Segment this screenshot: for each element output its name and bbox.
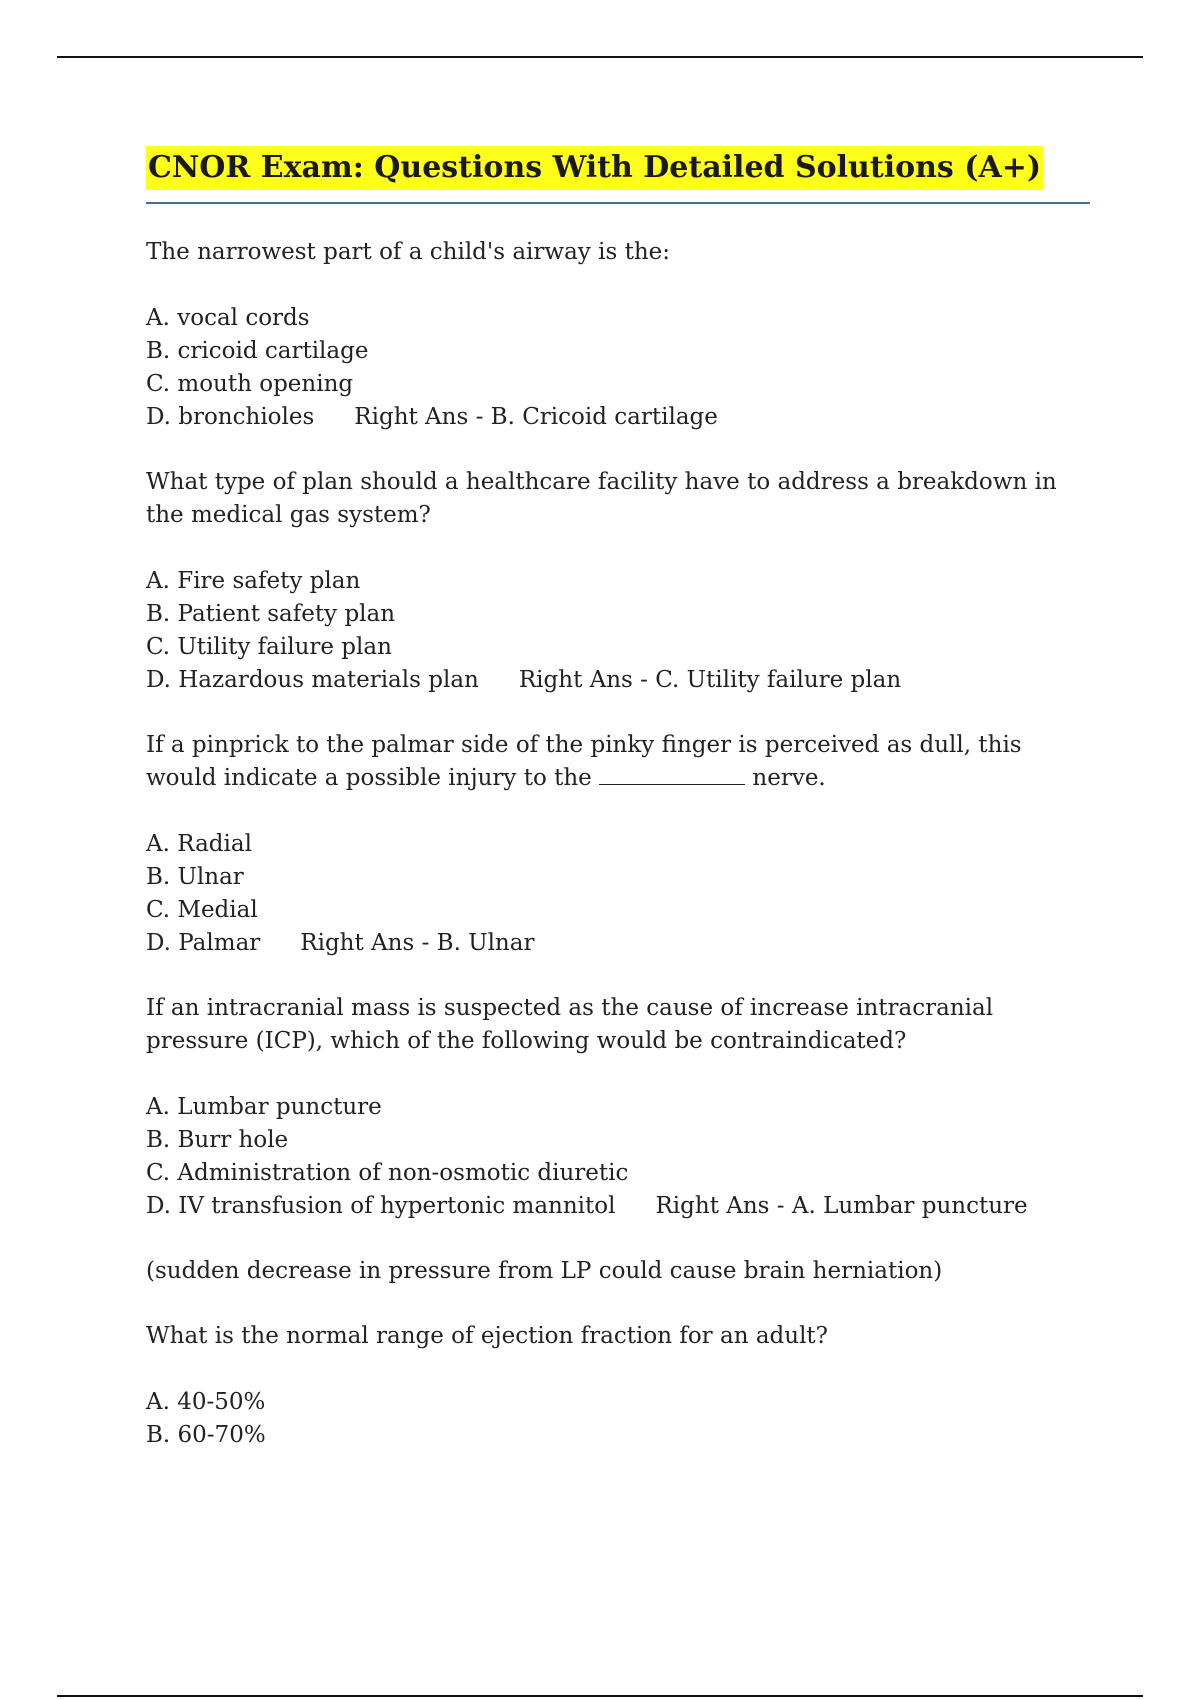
- title-block: [146, 146, 1090, 204]
- option-a: A. Radial: [146, 831, 252, 857]
- option-b: B. Burr hole: [146, 1127, 289, 1153]
- page-content: [146, 146, 1090, 1452]
- option-a: A. 40-50%: [146, 1389, 266, 1415]
- question-4: [146, 992, 1090, 1288]
- option-d: D. IV transfusion of hypertonic mannitol: [146, 1193, 616, 1219]
- right-answer: Right Ans - B. Cricoid cartilage: [354, 404, 718, 430]
- option-a: A. vocal cords: [146, 305, 310, 331]
- top-rule: [57, 56, 1143, 58]
- option-list: [146, 1386, 1090, 1452]
- question-2: [146, 466, 1090, 697]
- option-b: B. 60-70%: [146, 1422, 266, 1448]
- question-text: [146, 729, 1090, 795]
- right-answer: Right Ans - A. Lumbar puncture: [655, 1193, 1028, 1219]
- option-b: B. cricoid cartilage: [146, 338, 369, 364]
- question-5: [146, 1320, 1090, 1452]
- question-1: [146, 236, 1090, 434]
- option-list: [146, 302, 1090, 434]
- right-answer: Right Ans - C. Utility failure plan: [518, 667, 902, 693]
- question-text: What is the normal range of ejection fraction for an adult?: [146, 1323, 829, 1349]
- fill-in-blank: [599, 766, 745, 785]
- question-text: If an intracranial mass is suspected as the cause of increase intracranial pressure (ICP), which of the following would be contraindicated?: [146, 995, 994, 1054]
- option-c: C. mouth opening: [146, 371, 354, 397]
- option-list: [146, 828, 1090, 960]
- bottom-rule: [57, 1695, 1143, 1697]
- right-answer: Right Ans - B. Ulnar: [300, 930, 535, 956]
- option-c: C. Medial: [146, 897, 258, 923]
- option-d: D. Hazardous materials plan: [146, 667, 479, 693]
- option-b: B. Ulnar: [146, 864, 244, 890]
- option-a: A. Fire safety plan: [146, 568, 361, 594]
- option-c: C. Administration of non-osmotic diuretic: [146, 1160, 629, 1186]
- option-list: [146, 1091, 1090, 1223]
- option-d: D. bronchioles: [146, 404, 315, 430]
- option-d: D. Palmar: [146, 930, 261, 956]
- option-d-row: [146, 927, 1090, 960]
- option-d-row: [146, 664, 1090, 697]
- document-title: CNOR Exam: Questions With Detailed Solutions (A+): [146, 146, 1043, 190]
- question-text: The narrowest part of a child's airway is the:: [146, 239, 670, 265]
- option-c: C. Utility failure plan: [146, 634, 392, 660]
- option-a: A. Lumbar puncture: [146, 1094, 382, 1120]
- option-list: [146, 565, 1090, 697]
- question-text-after-blank: nerve.: [745, 765, 826, 791]
- question-3: [146, 729, 1090, 960]
- question-text-before-blank: If a pinprick to the palmar side of the pinky finger is perceived as dull, this would indicate a possible injury to the: [146, 732, 1022, 791]
- option-d-row: [146, 1190, 1090, 1223]
- option-b: B. Patient safety plan: [146, 601, 396, 627]
- answer-note: (sudden decrease in pressure from LP could cause brain herniation): [146, 1258, 943, 1284]
- question-text: What type of plan should a healthcare facility have to address a breakdown in the medical gas system?: [146, 469, 1057, 528]
- option-d-row: [146, 401, 1090, 434]
